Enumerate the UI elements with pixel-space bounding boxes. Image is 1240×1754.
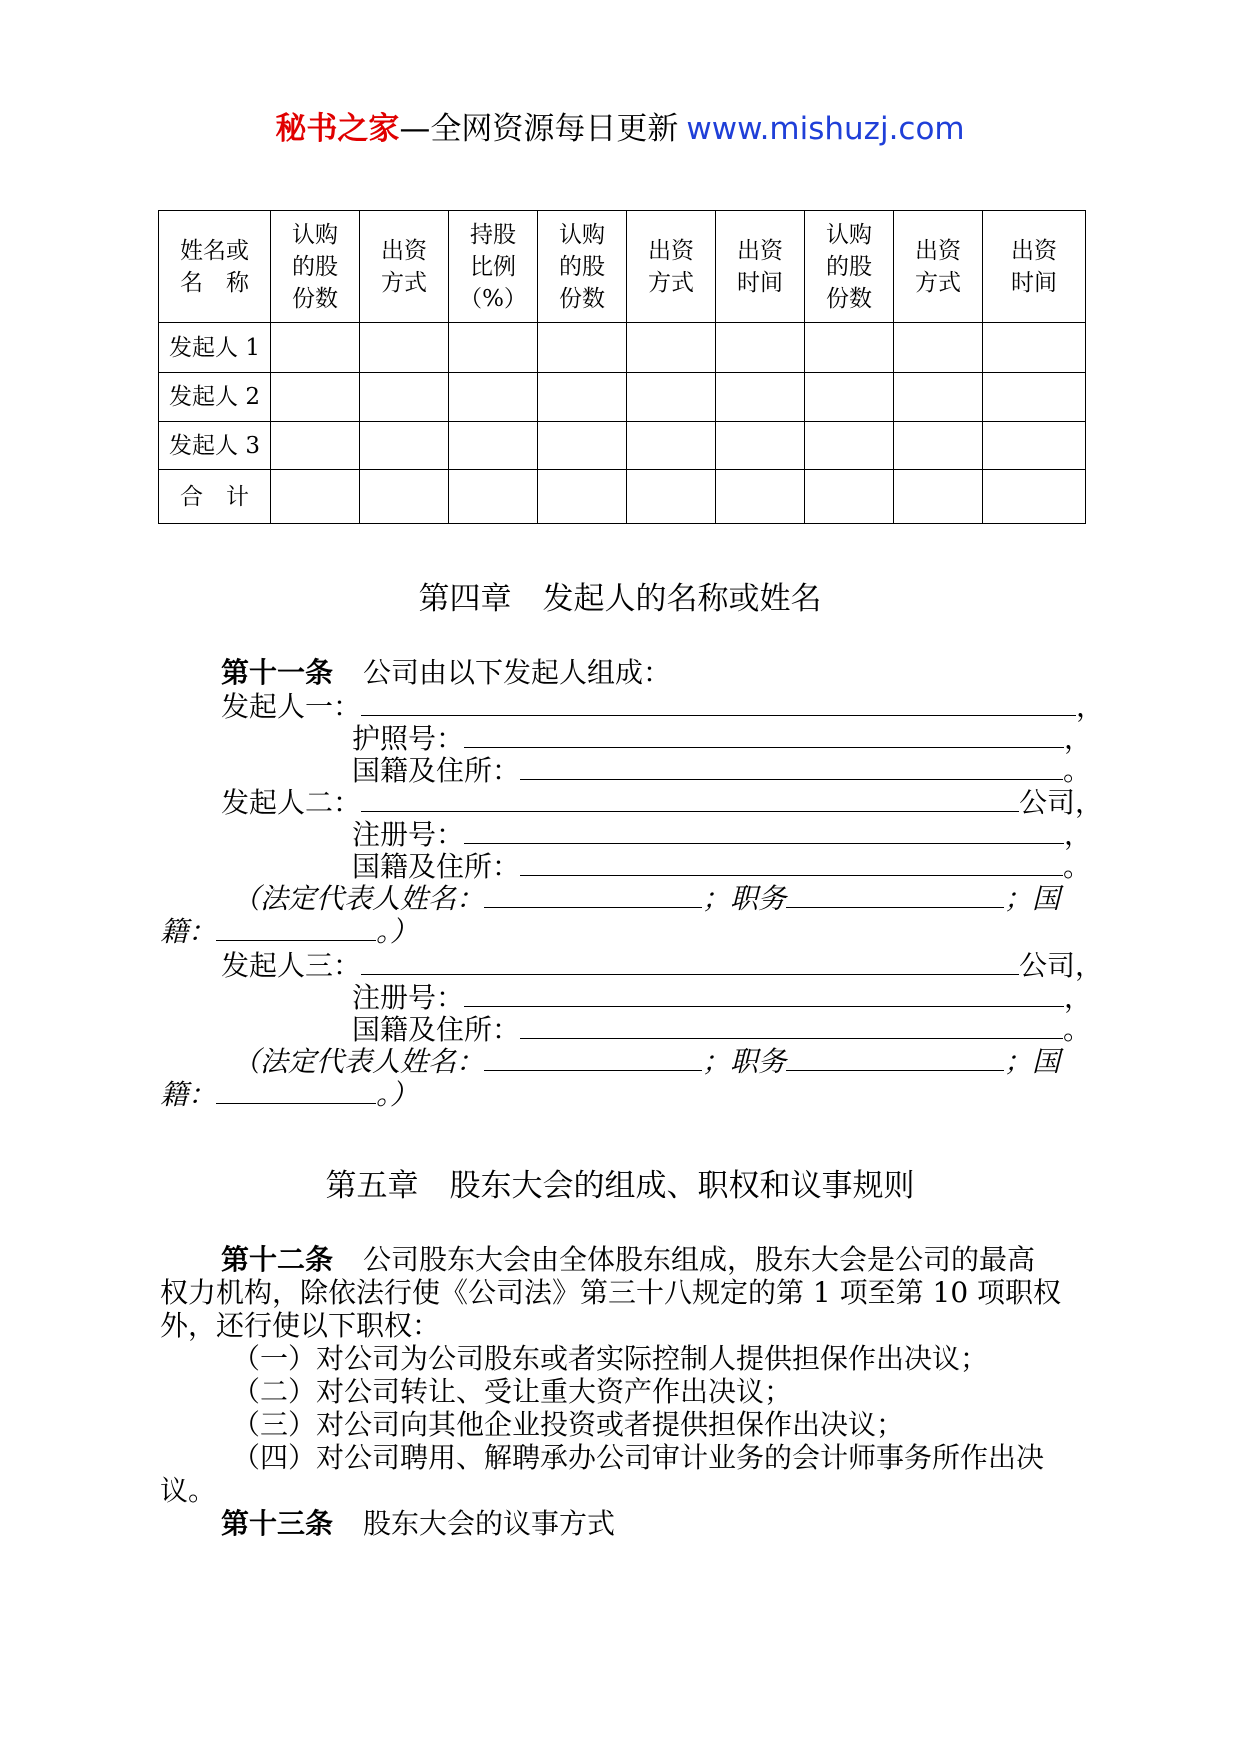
table-cell[interactable] — [716, 422, 805, 470]
table-cell[interactable] — [271, 373, 360, 422]
nationality-suffix-label: 籍： — [160, 915, 217, 948]
header-cell: 认购 的股 份数 — [538, 211, 627, 323]
article-12-line-3: 外，还行使以下职权： — [160, 1309, 441, 1342]
promoter-1-label: 发起人一： — [221, 690, 362, 723]
passport-field[interactable] — [464, 721, 1064, 748]
table-cell[interactable] — [360, 323, 449, 373]
article-label: 第十二条 — [221, 1243, 334, 1276]
promoter-1-name-field[interactable] — [361, 689, 1076, 716]
header-cell: 出资 方式 — [360, 211, 449, 323]
legal-rep-name-field[interactable] — [484, 881, 702, 908]
table-cell[interactable] — [627, 373, 716, 422]
nationality-prefix: ；国 — [1004, 1045, 1061, 1078]
registration-line-3 — [352, 980, 1092, 1015]
registration-field[interactable] — [464, 980, 1064, 1007]
table-row — [159, 422, 1086, 470]
punctuation: 。） — [376, 915, 419, 948]
row-label: 发起人 2 — [159, 373, 271, 422]
header-cell: 出资 时间 — [983, 211, 1086, 323]
punctuation: 。 — [1063, 850, 1092, 883]
article-label: 第十三条 — [221, 1507, 334, 1540]
article-text: 公司由以下发起人组成： — [363, 656, 672, 689]
rep-nationality-field[interactable] — [216, 914, 376, 941]
legal-rep-line-3b — [160, 1077, 418, 1112]
article-12-line-2: 权力机构，除依法行使《公司法》第三十八规定的第 1 项至第 10 项职权 — [160, 1276, 1062, 1309]
article-text: 公司股东大会由全体股东组成，股东大会是公司的最高 — [363, 1243, 1036, 1276]
list-item-1: （一）对公司为公司股东或者实际控制人提供担保作出决议； — [232, 1342, 989, 1375]
table-cell[interactable] — [627, 422, 716, 470]
table-cell[interactable] — [449, 323, 538, 373]
header-cell: 持股 比例 （%） — [449, 211, 538, 323]
table-cell[interactable] — [271, 422, 360, 470]
punctuation: 。 — [1063, 754, 1092, 787]
table-cell[interactable] — [894, 373, 983, 422]
company-suffix: 公司， — [1019, 949, 1104, 982]
nationality-label: 国籍及住所： — [352, 1013, 521, 1046]
header-cell: 出资 方式 — [894, 211, 983, 323]
table-total-row — [159, 470, 1086, 524]
header-cell: 出资 方式 — [627, 211, 716, 323]
nationality-label: 国籍及住所： — [352, 754, 521, 787]
list-item-3: （三）对公司向其他企业投资或者提供担保作出决议； — [232, 1408, 905, 1441]
row-label: 发起人 1 — [159, 323, 271, 373]
promoter-3-label: 发起人三： — [221, 949, 362, 982]
row-label: 合 计 — [159, 470, 271, 524]
chapter-5-title: 第五章 股东大会的组成、职权和议事规则 — [325, 1168, 915, 1204]
table-cell[interactable] — [983, 470, 1086, 524]
promoter-1-line — [221, 689, 1104, 724]
table-cell[interactable] — [894, 323, 983, 373]
article-12-line-1 — [221, 1243, 1035, 1277]
legal-rep-line-2 — [232, 881, 1060, 916]
header-cell: 出资 时间 — [716, 211, 805, 323]
table-cell[interactable] — [538, 373, 627, 422]
table-cell[interactable] — [627, 470, 716, 524]
passport-label: 护照号： — [352, 722, 465, 755]
table-cell[interactable] — [538, 323, 627, 373]
article-11 — [221, 656, 671, 690]
promoter-2-label: 发起人二： — [221, 786, 362, 819]
article-13 — [221, 1507, 615, 1541]
table-cell[interactable] — [805, 470, 894, 524]
table-cell[interactable] — [360, 373, 449, 422]
punctuation: 。） — [376, 1078, 419, 1111]
table-cell[interactable] — [449, 422, 538, 470]
table-header-row — [159, 211, 1086, 323]
nationality-line-3 — [352, 1012, 1091, 1047]
legal-rep-label: （法定代表人姓名： — [232, 882, 485, 915]
position-field[interactable] — [786, 1044, 1004, 1071]
promoter-2-name-field[interactable] — [361, 785, 1019, 812]
punctuation: ， — [1064, 722, 1093, 755]
table-cell[interactable] — [538, 470, 627, 524]
table-cell[interactable] — [538, 422, 627, 470]
promoter-2-line — [221, 785, 1103, 820]
nationality-prefix: ；国 — [1004, 882, 1061, 915]
chapter-4-title: 第四章 发起人的名称或姓名 — [418, 581, 822, 617]
header-cell: 认购 的股 份数 — [271, 211, 360, 323]
table-cell[interactable] — [271, 470, 360, 524]
site-url-link[interactable]: www.mishuzj.com — [686, 111, 965, 147]
rep-nationality-field[interactable] — [216, 1077, 376, 1104]
table-row — [159, 323, 1086, 373]
table-cell[interactable] — [716, 323, 805, 373]
registration-label: 注册号： — [352, 981, 465, 1014]
company-suffix: 公司， — [1019, 786, 1104, 819]
table-cell[interactable] — [894, 470, 983, 524]
registration-line-2 — [352, 817, 1092, 852]
nationality-field[interactable] — [520, 753, 1063, 780]
table-row — [159, 373, 1086, 422]
position-field[interactable] — [786, 881, 1004, 908]
list-item-2: （二）对公司转让、受让重大资产作出决议； — [232, 1375, 793, 1408]
punctuation: ， — [1064, 818, 1093, 851]
punctuation: ， — [1064, 981, 1093, 1014]
position-label: ；职务 — [702, 1045, 787, 1078]
nationality-field[interactable] — [520, 1012, 1063, 1039]
table-cell[interactable] — [716, 373, 805, 422]
legal-rep-line-2b — [160, 914, 418, 949]
article-text: 股东大会的议事方式 — [363, 1507, 616, 1540]
row-label: 发起人 3 — [159, 422, 271, 470]
table-cell[interactable] — [983, 373, 1086, 422]
position-label: ；职务 — [702, 882, 787, 915]
legal-rep-name-field[interactable] — [484, 1044, 702, 1071]
passport-line — [352, 721, 1092, 756]
legal-rep-label: （法定代表人姓名： — [232, 1045, 485, 1078]
table-cell[interactable] — [716, 470, 805, 524]
list-item-4-cont: 议。 — [160, 1474, 217, 1507]
promoter-3-name-field[interactable] — [361, 948, 1019, 975]
nationality-line-1 — [352, 753, 1091, 788]
punctuation: 。 — [1063, 1013, 1092, 1046]
table-cell[interactable] — [805, 323, 894, 373]
table-cell[interactable] — [805, 422, 894, 470]
table-cell[interactable] — [449, 373, 538, 422]
nationality-field[interactable] — [520, 849, 1063, 876]
table-cell[interactable] — [983, 323, 1086, 373]
header-cell: 姓名或 名 称 — [159, 211, 271, 323]
nationality-suffix-label: 籍： — [160, 1078, 217, 1111]
site-banner — [0, 103, 1240, 148]
registration-label: 注册号： — [352, 818, 465, 851]
nationality-label: 国籍及住所： — [352, 850, 521, 883]
header-cell: 认购 的股 份数 — [805, 211, 894, 323]
legal-rep-line-3 — [232, 1044, 1060, 1079]
nationality-line-2 — [352, 849, 1091, 884]
list-item-4: （四）对公司聘用、解聘承办公司审计业务的会计师事务所作出决 — [232, 1441, 1045, 1474]
table-cell[interactable] — [360, 470, 449, 524]
table-cell[interactable] — [271, 323, 360, 373]
subscription-table — [158, 210, 1086, 524]
table-cell[interactable] — [983, 422, 1086, 470]
table-cell[interactable] — [805, 373, 894, 422]
article-label: 第十一条 — [221, 656, 334, 689]
brand-name: 秘书之家 — [275, 111, 400, 147]
promoter-3-line — [221, 948, 1103, 983]
tagline: —全网资源每日更新 — [399, 111, 679, 147]
table-cell[interactable] — [627, 323, 716, 373]
table-cell[interactable] — [449, 470, 538, 524]
registration-field[interactable] — [464, 817, 1064, 844]
punctuation: ， — [1076, 690, 1105, 723]
table-cell[interactable] — [360, 422, 449, 470]
table-cell[interactable] — [894, 422, 983, 470]
